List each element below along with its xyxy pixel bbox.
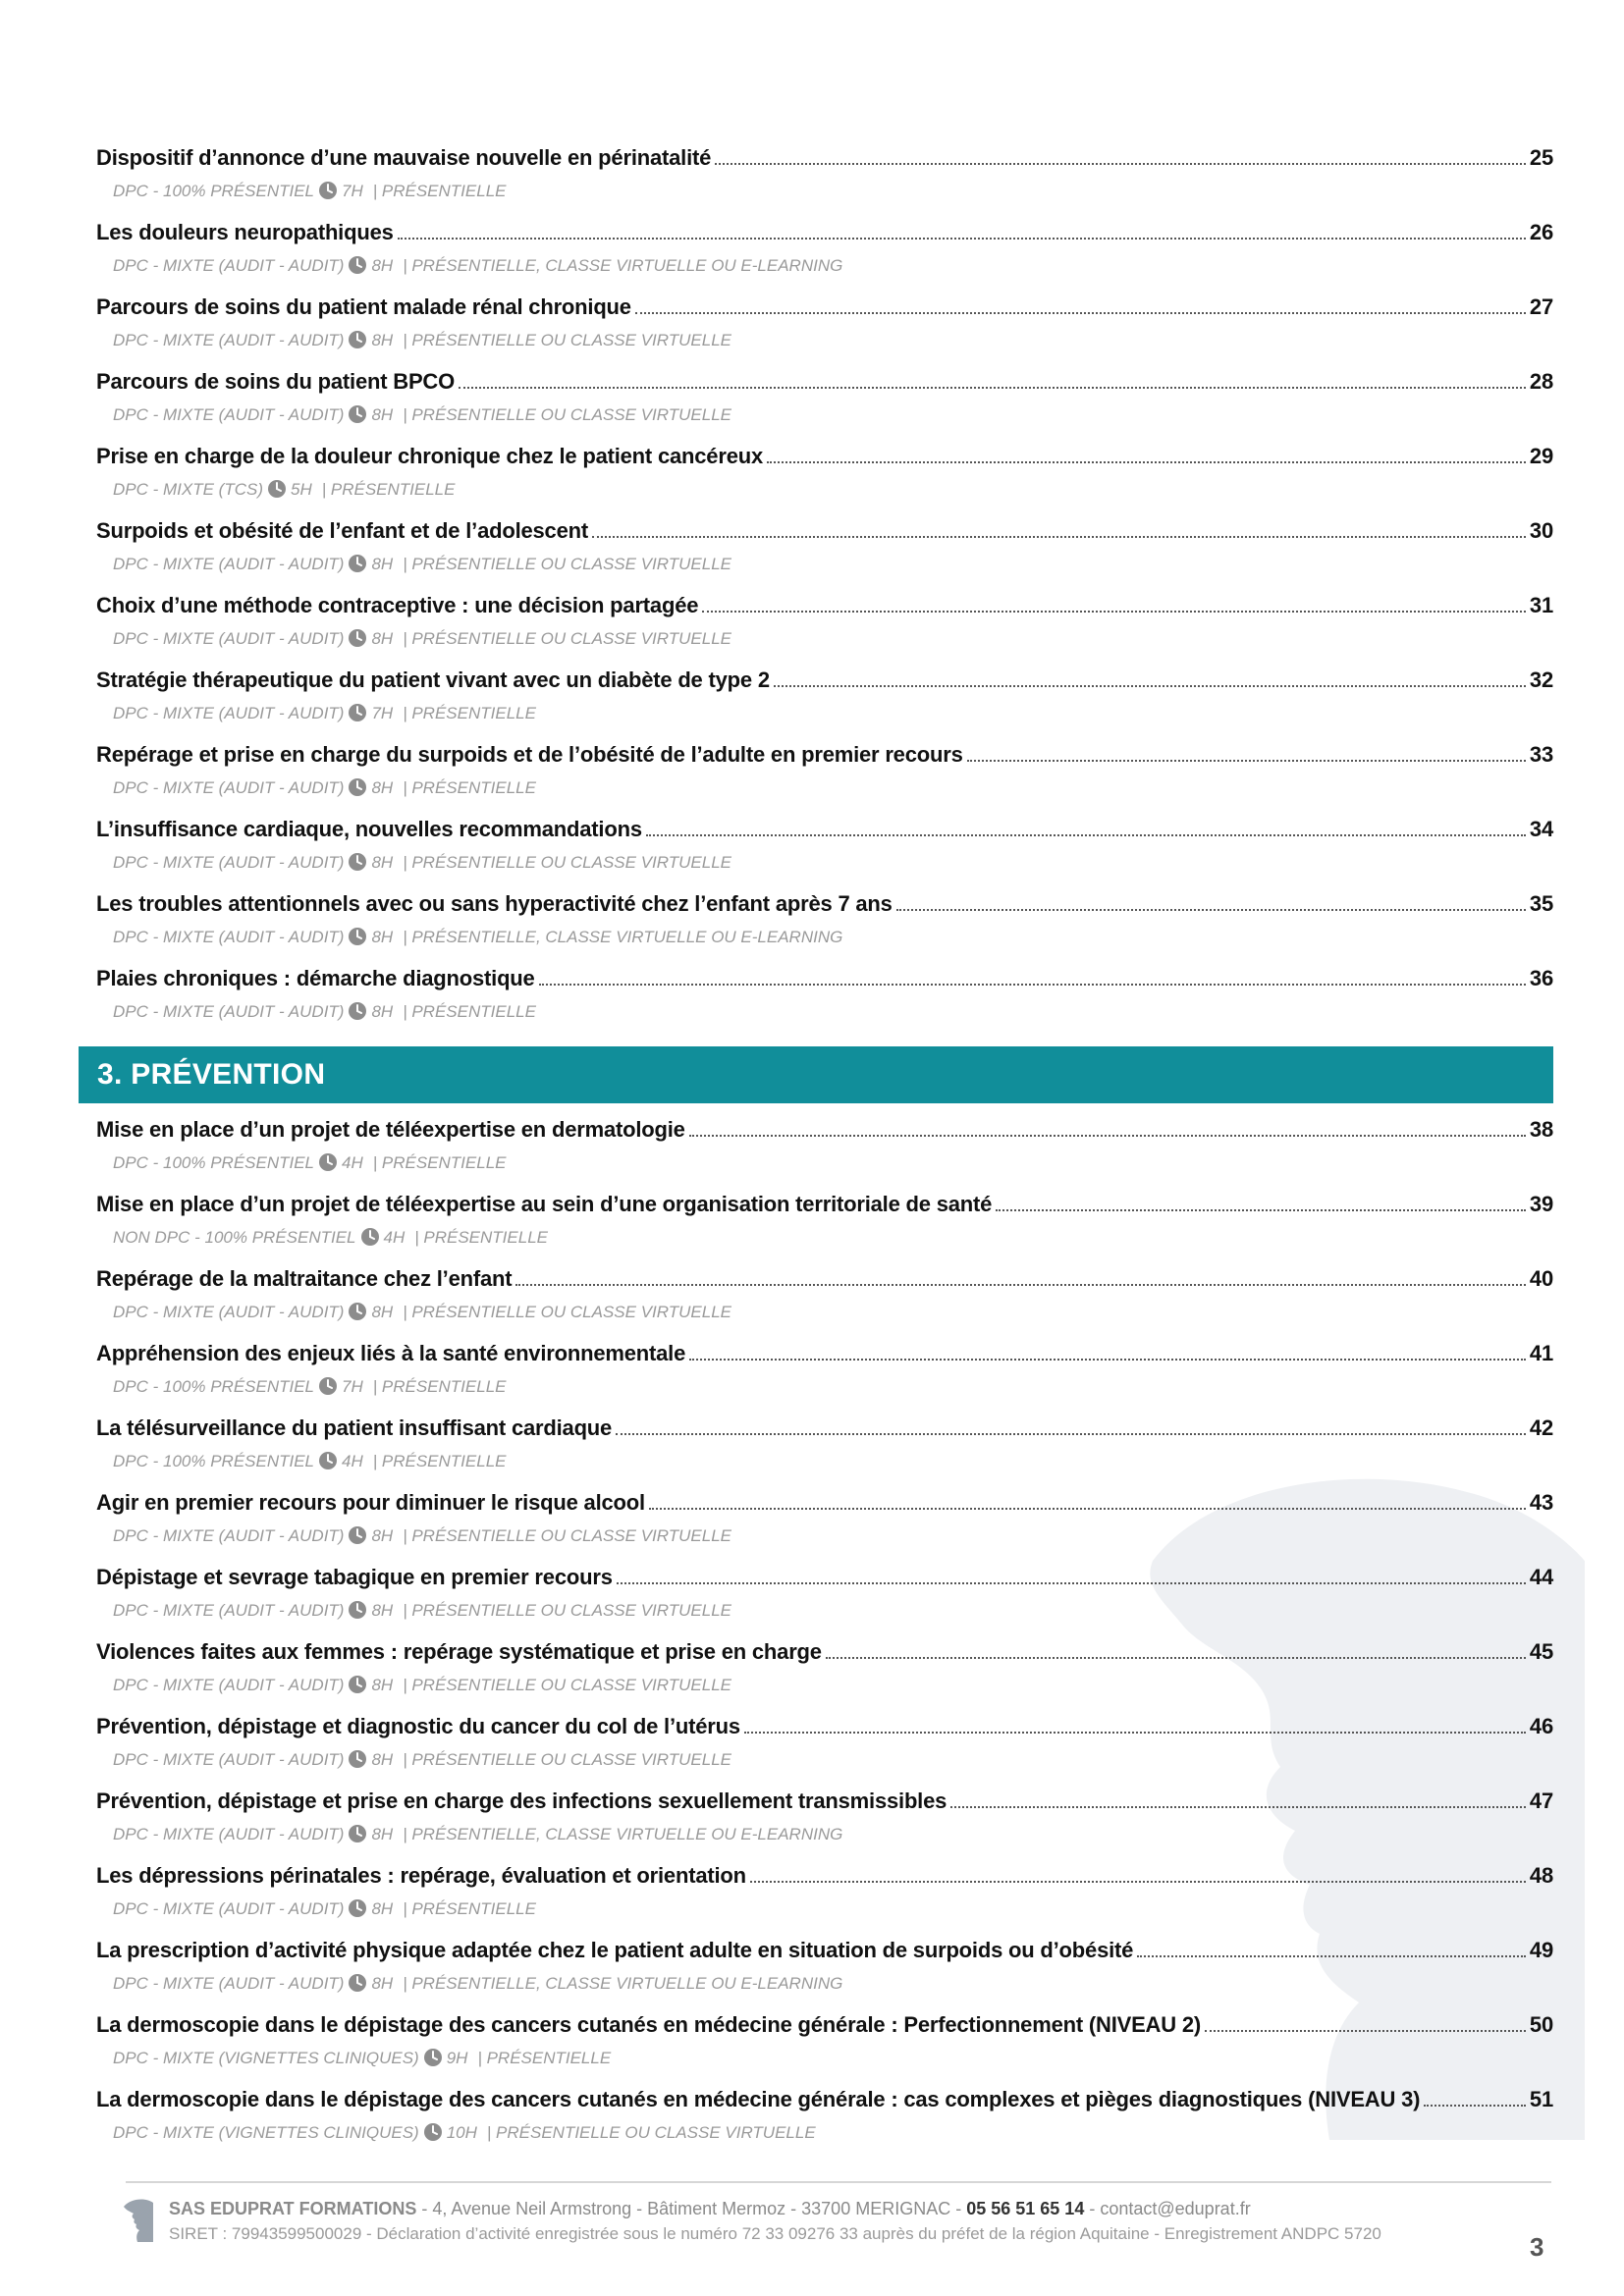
toc-entry-meta — [113, 1896, 1553, 1922]
training-format: | PRÉSENTIELLE — [477, 2049, 612, 2067]
toc-entry-line — [96, 369, 1553, 402]
toc-entry-line — [96, 1117, 1553, 1150]
toc-entry-page: 44 — [1529, 1565, 1553, 1589]
training-duration: 8H — [371, 928, 394, 946]
footer-line-1 — [169, 2199, 1251, 2219]
toc-entry-title: Les dépressions périnatales : repérage, évaluation et orientation — [96, 1863, 746, 1888]
training-format: | PRÉSENTIELLE OU CLASSE VIRTUELLE — [403, 629, 731, 648]
training-duration: 8H — [371, 555, 394, 573]
toc-entry-meta — [113, 701, 1553, 726]
clock-icon — [348, 1973, 367, 1993]
toc-entry[interactable] — [96, 1117, 1553, 1192]
toc-entry-meta — [113, 179, 1553, 204]
training-format: | PRÉSENTIELLE — [372, 1452, 507, 1470]
training-duration: 8H — [371, 1974, 394, 1993]
training-duration: 8H — [371, 256, 394, 275]
toc-entry-page: 49 — [1529, 1938, 1553, 1962]
training-format: | PRÉSENTIELLE — [403, 778, 536, 797]
clock-icon — [348, 1600, 367, 1620]
toc-entry[interactable] — [96, 1714, 1553, 1789]
toc-entry[interactable] — [96, 145, 1553, 220]
clock-icon — [318, 1376, 338, 1396]
training-duration: 8H — [371, 1825, 394, 1843]
toc-entry-line — [96, 220, 1553, 253]
training-duration: 9H — [446, 2049, 468, 2067]
training-type: DPC - 100% PRÉSENTIEL — [113, 182, 315, 200]
toc-entry-line — [96, 294, 1553, 328]
clock-icon — [348, 255, 367, 275]
toc-entry-meta — [113, 850, 1553, 876]
toc-entry-meta — [113, 328, 1553, 353]
training-duration: 8H — [371, 1750, 394, 1769]
toc-entry-line — [96, 1192, 1553, 1225]
dot-leader — [1205, 2030, 1526, 2032]
training-format: | PRÉSENTIELLE OU CLASSE VIRTUELLE — [403, 1303, 731, 1321]
toc-entry-meta — [113, 477, 1553, 503]
training-format: | PRÉSENTIELLE OU CLASSE VIRTUELLE — [403, 1601, 731, 1620]
toc-entry-page: 30 — [1529, 518, 1553, 543]
training-format: | PRÉSENTIELLE OU CLASSE VIRTUELLE — [403, 853, 731, 872]
toc-entry[interactable] — [96, 2087, 1553, 2162]
toc-entry-meta — [113, 1598, 1553, 1624]
training-format: | PRÉSENTIELLE — [372, 1377, 507, 1396]
toc-entry-title: Appréhension des enjeux liés à la santé environnementale — [96, 1341, 686, 1365]
dot-leader — [617, 1582, 1526, 1584]
dot-leader — [592, 536, 1526, 538]
toc-entry-line — [96, 1565, 1553, 1598]
toc-entry-page: 45 — [1529, 1639, 1553, 1664]
toc-entry-page: 25 — [1529, 145, 1553, 170]
training-type: DPC - MIXTE (AUDIT - AUDIT) — [113, 1676, 345, 1694]
toc-entry-page: 41 — [1529, 1341, 1553, 1365]
toc-group-2 — [96, 145, 1553, 1041]
dot-leader — [715, 163, 1526, 165]
toc-entry[interactable] — [96, 1266, 1553, 1341]
training-type: DPC - 100% PRÉSENTIEL — [113, 1452, 315, 1470]
toc-entry[interactable] — [96, 742, 1553, 817]
toc-entry-title: La prescription d’activité physique adaptée chez le patient adulte en situation de surpoids ou d’obésité — [96, 1938, 1134, 1962]
training-duration: 5H — [291, 480, 312, 499]
toc-entry-line — [96, 1415, 1553, 1449]
toc-entry-title: La dermoscopie dans le dépistage des cancers cutanés en médecine générale : cas complexes et pièges diagnostiques (NIVEAU 3) — [96, 2087, 1421, 2111]
toc-entry-meta — [113, 775, 1553, 801]
toc-entry-title: Stratégie thérapeutique du patient vivant avec un diabète de type 2 — [96, 667, 770, 692]
toc-entry-meta — [113, 1673, 1553, 1698]
training-format: | PRÉSENTIELLE — [403, 1899, 536, 1918]
training-type: DPC - MIXTE (AUDIT - AUDIT) — [113, 1974, 345, 1993]
toc-entry-page: 47 — [1529, 1789, 1553, 1813]
dot-leader — [689, 1359, 1526, 1361]
toc-entry-meta — [113, 402, 1553, 428]
dot-leader — [515, 1284, 1526, 1286]
clock-icon — [360, 1227, 380, 1247]
toc-entry-line — [96, 593, 1553, 626]
company-phone: 05 56 51 65 14 — [966, 2199, 1085, 2218]
training-format: | PRÉSENTIELLE — [414, 1228, 548, 1247]
toc-entry[interactable] — [96, 966, 1553, 1041]
dot-leader — [635, 312, 1526, 314]
dot-leader — [702, 611, 1526, 613]
dot-leader — [689, 1135, 1526, 1137]
clock-icon — [348, 628, 367, 648]
training-format: | PRÉSENTIELLE OU CLASSE VIRTUELLE — [403, 1526, 731, 1545]
toc-entry-title: Prise en charge de la douleur chronique chez le patient cancéreux — [96, 444, 764, 468]
toc-entry-meta — [113, 2120, 1553, 2146]
toc-entry-title: Mise en place d’un projet de téléexpertise en dermatologie — [96, 1117, 685, 1142]
toc-entry-title: Prévention, dépistage et diagnostic du cancer du col de l’utérus — [96, 1714, 740, 1738]
toc-entry-title: Les troubles attentionnels avec ou sans hyperactivité chez l’enfant après 7 ans — [96, 891, 893, 916]
toc-entry-line — [96, 1490, 1553, 1523]
company-name: SAS EDUPRAT FORMATIONS — [169, 2199, 417, 2218]
training-type: DPC - MIXTE (TCS) — [113, 480, 263, 499]
section-title: 3. PRÉVENTION — [97, 1058, 326, 1091]
toc-entry[interactable] — [96, 1341, 1553, 1415]
toc-entry-page: 29 — [1529, 444, 1553, 468]
clock-icon — [348, 1749, 367, 1769]
toc-entry[interactable] — [96, 817, 1553, 891]
training-duration: 7H — [342, 182, 363, 200]
toc-entry-title: Repérage et prise en charge du surpoids et de l’obésité de l’adulte en premier recours — [96, 742, 963, 767]
toc-entry[interactable] — [96, 1789, 1553, 1863]
toc-entry-page: 51 — [1529, 2087, 1553, 2111]
dot-leader — [750, 1881, 1526, 1883]
company-contact: - contact@eduprat.fr — [1084, 2199, 1251, 2218]
clock-icon — [348, 927, 367, 946]
toc-entry-page: 31 — [1529, 593, 1553, 617]
toc-entry-title: L’insuffisance cardiaque, nouvelles recommandations — [96, 817, 642, 841]
clock-icon — [348, 1001, 367, 1021]
footer-legal: SIRET : 79943599500029 - Déclaration d’activité enregistrée sous le numéro 72 33 09276 33 auprès du préfet de la région Aquitaine - Enregistrement ANDPC 5720 — [169, 2224, 1381, 2243]
training-type: DPC - MIXTE (AUDIT - AUDIT) — [113, 331, 345, 349]
toc-entry-title: Choix d’une méthode contraceptive : une décision partagée — [96, 593, 699, 617]
section-header-prevention — [79, 1046, 1553, 1103]
toc-entry[interactable] — [96, 1415, 1553, 1490]
dot-leader — [616, 1433, 1526, 1435]
toc-entry-line — [96, 1266, 1553, 1300]
training-duration: 8H — [371, 1899, 394, 1918]
toc-entry-meta — [113, 1374, 1553, 1400]
toc-entry[interactable] — [96, 593, 1553, 667]
training-duration: 8H — [371, 331, 394, 349]
toc-entry-page: 42 — [1529, 1415, 1553, 1440]
company-address: - 4, Avenue Neil Armstrong - Bâtiment Mermoz - 33700 MERIGNAC - — [416, 2199, 967, 2218]
dot-leader — [967, 760, 1526, 762]
toc-entry-meta — [113, 1225, 1553, 1251]
toc-entry-title: Repérage de la maltraitance chez l’enfant — [96, 1266, 513, 1291]
toc-entry[interactable] — [96, 1490, 1553, 1565]
training-duration: 4H — [383, 1228, 406, 1247]
clock-icon — [267, 479, 287, 499]
toc-entry-title: Parcours de soins du patient malade rénal chronique — [96, 294, 631, 319]
dot-leader — [459, 387, 1526, 389]
training-type: DPC - MIXTE (AUDIT - AUDIT) — [113, 555, 345, 573]
toc-entry-line — [96, 817, 1553, 850]
training-duration: 4H — [342, 1452, 363, 1470]
training-type: DPC - MIXTE (AUDIT - AUDIT) — [113, 853, 345, 872]
toc-entry[interactable] — [96, 1192, 1553, 1266]
training-duration: 8H — [371, 1526, 394, 1545]
training-type: DPC - MIXTE (AUDIT - AUDIT) — [113, 704, 345, 722]
toc-entry-title: Parcours de soins du patient BPCO — [96, 369, 456, 394]
toc-entry-page: 43 — [1529, 1490, 1553, 1515]
toc-entry-line — [96, 1863, 1553, 1896]
training-duration: 8H — [371, 1601, 394, 1620]
toc-entry-line — [96, 742, 1553, 775]
training-type: DPC - MIXTE (AUDIT - AUDIT) — [113, 1002, 345, 1021]
training-duration: 7H — [371, 704, 394, 722]
training-format: | PRÉSENTIELLE OU CLASSE VIRTUELLE — [403, 1750, 731, 1769]
toc-entry-page: 28 — [1529, 369, 1553, 394]
training-format: | PRÉSENTIELLE OU CLASSE VIRTUELLE — [403, 555, 731, 573]
toc-entry-meta — [113, 1300, 1553, 1325]
toc-entry-title: Dispositif d’annonce d’une mauvaise nouvelle en périnatalité — [96, 145, 712, 170]
dot-leader — [1424, 2105, 1526, 2107]
toc-entry-page: 46 — [1529, 1714, 1553, 1738]
toc-entry-meta — [113, 1523, 1553, 1549]
clock-icon — [348, 404, 367, 424]
toc-entry-title: Prévention, dépistage et prise en charge des infections sexuellement transmissibles — [96, 1789, 947, 1813]
training-type: NON DPC - 100% PRÉSENTIEL — [113, 1228, 356, 1247]
toc-entry-line — [96, 1639, 1553, 1673]
clock-icon — [348, 1675, 367, 1694]
toc-entry-meta — [113, 1971, 1553, 1997]
toc-entry-page: 36 — [1529, 966, 1553, 990]
training-type: DPC - MIXTE (AUDIT - AUDIT) — [113, 1526, 345, 1545]
toc-entry-page: 35 — [1529, 891, 1553, 916]
toc-entry-page: 38 — [1529, 1117, 1553, 1142]
toc-entry-page: 50 — [1529, 2012, 1553, 2037]
toc-entry-line — [96, 667, 1553, 701]
toc-entry-title: Plaies chroniques : démarche diagnostique — [96, 966, 535, 990]
training-type: DPC - 100% PRÉSENTIEL — [113, 1153, 315, 1172]
toc-entry[interactable] — [96, 1938, 1553, 2012]
toc-entry-line — [96, 2087, 1553, 2120]
toc-entry-title: Dépistage et sevrage tabagique en premier recours — [96, 1565, 613, 1589]
clock-icon — [318, 181, 338, 200]
training-format: | PRÉSENTIELLE — [372, 1153, 507, 1172]
toc-entry-meta — [113, 1822, 1553, 1847]
toc-entry-line — [96, 145, 1553, 179]
dot-leader — [950, 1806, 1526, 1808]
training-format: | PRÉSENTIELLE OU CLASSE VIRTUELLE — [403, 331, 731, 349]
training-type: DPC - MIXTE (AUDIT - AUDIT) — [113, 1750, 345, 1769]
training-duration: 8H — [371, 853, 394, 872]
clock-icon — [348, 1302, 367, 1321]
training-type: DPC - MIXTE (AUDIT - AUDIT) — [113, 928, 345, 946]
clock-icon — [348, 1898, 367, 1918]
dot-leader — [539, 984, 1526, 986]
toc-entry-line — [96, 1938, 1553, 1971]
toc-entry-line — [96, 1789, 1553, 1822]
training-type: DPC - MIXTE (AUDIT - AUDIT) — [113, 256, 345, 275]
training-format: | PRÉSENTIELLE, CLASSE VIRTUELLE OU E-LEARNING — [403, 256, 843, 275]
dot-leader — [996, 1209, 1526, 1211]
dot-leader — [646, 834, 1526, 836]
clock-icon — [348, 554, 367, 573]
toc-entry-line — [96, 2012, 1553, 2046]
clock-icon — [318, 1451, 338, 1470]
training-type: DPC - MIXTE (AUDIT - AUDIT) — [113, 1825, 345, 1843]
training-duration: 8H — [371, 629, 394, 648]
clock-icon — [318, 1152, 338, 1172]
clock-icon — [348, 703, 367, 722]
toc-entry-page: 33 — [1529, 742, 1553, 767]
toc-entry[interactable] — [96, 294, 1553, 369]
toc-entry[interactable] — [96, 667, 1553, 742]
toc-entry-title: La télésurveillance du patient insuffisant cardiaque — [96, 1415, 613, 1440]
training-duration: 4H — [342, 1153, 363, 1172]
dot-leader — [896, 909, 1526, 911]
toc-entry-meta — [113, 1747, 1553, 1773]
toc-entry-line — [96, 518, 1553, 552]
dot-leader — [767, 461, 1526, 463]
training-duration: 8H — [371, 405, 394, 424]
training-duration: 8H — [371, 1002, 394, 1021]
training-format: | PRÉSENTIELLE, CLASSE VIRTUELLE OU E-LEARNING — [403, 928, 843, 946]
training-format: | PRÉSENTIELLE — [403, 704, 536, 722]
toc-entry-page: 27 — [1529, 294, 1553, 319]
training-type: DPC - MIXTE (AUDIT - AUDIT) — [113, 778, 345, 797]
toc-entry-page: 26 — [1529, 220, 1553, 244]
toc-entry-meta — [113, 1150, 1553, 1176]
training-type: DPC - MIXTE (AUDIT - AUDIT) — [113, 1303, 345, 1321]
toc-entry[interactable] — [96, 444, 1553, 518]
toc-entry-line — [96, 444, 1553, 477]
toc-entry-title: Mise en place d’un projet de téléexpertise au sein d’une organisation territoriale de santé — [96, 1192, 993, 1216]
toc-entry-meta — [113, 253, 1553, 279]
clock-icon — [348, 777, 367, 797]
toc-entry-meta — [113, 2046, 1553, 2071]
dot-leader — [649, 1508, 1526, 1510]
training-format: | PRÉSENTIELLE, CLASSE VIRTUELLE OU E-LEARNING — [403, 1825, 843, 1843]
clock-icon — [348, 330, 367, 349]
toc-entry-line — [96, 1341, 1553, 1374]
training-format: | PRÉSENTIELLE — [321, 480, 456, 499]
clock-icon — [348, 852, 367, 872]
toc-entry[interactable] — [96, 518, 1553, 593]
toc-entry-meta — [113, 925, 1553, 950]
training-duration: 10H — [446, 2123, 477, 2142]
toc-entry-line — [96, 966, 1553, 999]
dot-leader — [398, 238, 1526, 240]
dot-leader — [826, 1657, 1526, 1659]
toc-entry-page: 34 — [1529, 817, 1553, 841]
dot-leader — [774, 685, 1526, 687]
training-format: | PRÉSENTIELLE OU CLASSE VIRTUELLE — [403, 1676, 731, 1694]
table-of-contents — [96, 145, 1553, 2162]
toc-entry[interactable] — [96, 369, 1553, 444]
training-duration: 8H — [371, 778, 394, 797]
training-format: | PRÉSENTIELLE — [372, 182, 507, 200]
page-footer — [0, 2175, 1624, 2296]
training-type: DPC - MIXTE (AUDIT - AUDIT) — [113, 1601, 345, 1620]
clock-icon — [423, 2122, 443, 2142]
toc-entry-title: Violences faites aux femmes : repérage systématique et prise en charge — [96, 1639, 822, 1664]
toc-entry-meta — [113, 1449, 1553, 1474]
toc-entry[interactable] — [96, 1565, 1553, 1639]
toc-entry-page: 39 — [1529, 1192, 1553, 1216]
profile-head-logo — [122, 2197, 155, 2242]
footer-divider — [126, 2181, 1551, 2183]
training-type: DPC - MIXTE (VIGNETTES CLINIQUES) — [113, 2123, 419, 2142]
toc-entry-title: La dermoscopie dans le dépistage des cancers cutanés en médecine générale : Perfectionnement (NIVEAU 2) — [96, 2012, 1202, 2037]
training-duration: 8H — [371, 1676, 394, 1694]
toc-group-3 — [96, 1117, 1553, 2162]
dot-leader — [744, 1732, 1526, 1734]
training-type: DPC - 100% PRÉSENTIEL — [113, 1377, 315, 1396]
training-type: DPC - MIXTE (AUDIT - AUDIT) — [113, 1899, 345, 1918]
training-format: | PRÉSENTIELLE, CLASSE VIRTUELLE OU E-LEARNING — [403, 1974, 843, 1993]
toc-entry-meta — [113, 626, 1553, 652]
training-format: | PRÉSENTIELLE OU CLASSE VIRTUELLE — [403, 405, 731, 424]
toc-entry[interactable] — [96, 1863, 1553, 1938]
training-type: DPC - MIXTE (VIGNETTES CLINIQUES) — [113, 2049, 419, 2067]
toc-entry-meta — [113, 552, 1553, 577]
toc-entry-page: 48 — [1529, 1863, 1553, 1888]
toc-entry[interactable] — [96, 220, 1553, 294]
toc-entry[interactable] — [96, 2012, 1553, 2087]
toc-entry-page: 40 — [1529, 1266, 1553, 1291]
clock-icon — [348, 1525, 367, 1545]
toc-entry-title: Surpoids et obésité de l’enfant et de l’adolescent — [96, 518, 588, 543]
training-type: DPC - MIXTE (AUDIT - AUDIT) — [113, 629, 345, 648]
training-duration: 7H — [342, 1377, 363, 1396]
clock-icon — [423, 2048, 443, 2067]
page-number: 3 — [1530, 2232, 1544, 2262]
toc-entry-line — [96, 1714, 1553, 1747]
dot-leader — [1137, 1955, 1526, 1957]
toc-entry-title: Agir en premier recours pour diminuer le risque alcool — [96, 1490, 645, 1515]
toc-entry-meta — [113, 999, 1553, 1025]
training-type: DPC - MIXTE (AUDIT - AUDIT) — [113, 405, 345, 424]
toc-entry-line — [96, 891, 1553, 925]
toc-entry[interactable] — [96, 891, 1553, 966]
toc-entry-title: Les douleurs neuropathiques — [96, 220, 394, 244]
toc-entry[interactable] — [96, 1639, 1553, 1714]
toc-entry-page: 32 — [1529, 667, 1553, 692]
training-format: | PRÉSENTIELLE — [403, 1002, 536, 1021]
training-format: | PRÉSENTIELLE OU CLASSE VIRTUELLE — [486, 2123, 816, 2142]
clock-icon — [348, 1824, 367, 1843]
training-duration: 8H — [371, 1303, 394, 1321]
